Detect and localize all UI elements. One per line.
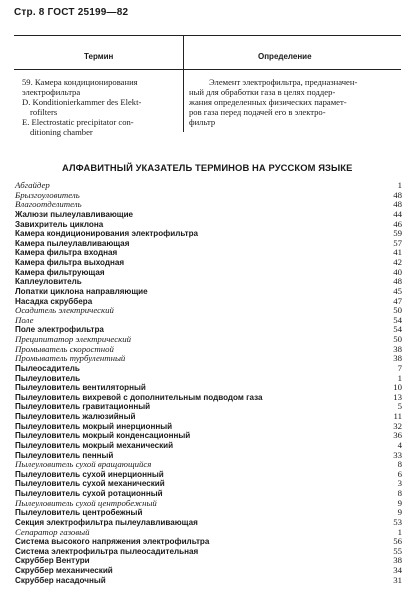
index-term: Насадка скруббера: [15, 296, 93, 306]
index-entry: [15, 268, 402, 278]
index-term-number: 44: [393, 208, 402, 219]
index-entry: [15, 499, 402, 509]
index-term: Пылеуловитель сухой инерционный: [15, 469, 164, 479]
index-entry: [15, 306, 402, 316]
index-term: Пылеуловитель мокрый механический: [15, 440, 174, 450]
index-term-number: 5: [397, 401, 402, 412]
index-term: Камера фильтрующая: [15, 267, 105, 277]
index-term-number: 47: [393, 295, 402, 306]
index-term-number: 54: [393, 314, 402, 325]
index-term-number: 11: [393, 411, 402, 421]
index-term: Пылеуловитель пенный: [15, 450, 114, 460]
index-entry: [15, 364, 402, 374]
index-term-number: 1: [397, 526, 402, 537]
index-term: Скруббер насадочный: [15, 575, 106, 585]
index-term-number: 9: [397, 497, 402, 508]
index-entry: [15, 508, 402, 518]
index-term: Поле электрофильтра: [15, 325, 104, 335]
table-header-rule: [14, 69, 401, 70]
term-line: E. Electrostatic precipitator con-: [22, 117, 134, 127]
index-term-number: 40: [393, 266, 402, 277]
index-term: Пылеуловитель сухой центробежный: [15, 497, 157, 508]
definition-cell: [189, 77, 357, 127]
index-term-number: 45: [393, 285, 402, 296]
term-line: 59. Камера кондиционирования: [22, 77, 138, 87]
index-term: Пылеуловитель сухой вращающийся: [15, 459, 152, 470]
index-entry: [15, 441, 402, 451]
index-term: Пылеуловитель вентиляторный: [15, 383, 146, 393]
page-header: Стр. 8 ГОСТ 25199—82: [14, 7, 129, 18]
index-entry: [15, 316, 402, 326]
index-term: Промыватель турбулентный: [15, 353, 126, 364]
definition-line: ный для обработки газа в целях поддер-: [189, 87, 336, 97]
index-term: Пылеуловитель жалюзийный: [15, 412, 136, 421]
index-entry: [15, 460, 402, 470]
index-term: Жалюзи пылеулавливающие: [15, 209, 134, 219]
index-term: Сепаратор газовый: [15, 526, 90, 537]
index-term-number: 1: [397, 180, 402, 190]
index-term: Пылеуловитель центробежный: [15, 508, 143, 518]
index-entry: [15, 422, 402, 432]
index-term-number: 38: [393, 353, 402, 364]
index-term-number: 32: [393, 420, 402, 431]
index-entry: [15, 220, 402, 230]
index-entry: [15, 287, 402, 297]
index-term-number: 4: [397, 439, 402, 450]
index-entry: [15, 229, 402, 239]
index-entry: [15, 431, 402, 441]
index-entry: [15, 402, 402, 412]
term-line: ditioning chamber: [30, 127, 93, 137]
index-entry: [15, 210, 402, 220]
index-entry: [15, 239, 402, 249]
index-term: Камера кондиционирования электрофильтра: [15, 229, 199, 239]
index-term-number: 57: [393, 237, 402, 248]
index-term: Камера фильтра выходная: [15, 258, 125, 267]
index-term-number: 8: [397, 459, 402, 470]
index-term: Пылеуловитель сухой ротационный: [15, 489, 163, 498]
index-term-number: 55: [393, 545, 402, 556]
index-term: Влагоотделитель: [15, 199, 82, 210]
index-term-number: 8: [397, 488, 402, 498]
definition-line: ров газа перед подачей его в электро-: [189, 107, 326, 117]
index-term-number: 53: [393, 516, 402, 527]
index-term: Пылеуловитель сухой механический: [15, 479, 165, 489]
index-list: [15, 181, 402, 585]
index-term: Пылеуловитель мокрый конденсационный: [15, 431, 191, 441]
index-entry: [15, 354, 402, 364]
index-term: Осадитель электрический: [15, 305, 114, 316]
index-entry: [15, 393, 402, 403]
index-term: Поле: [15, 314, 34, 325]
index-term-number: 6: [397, 468, 402, 479]
definition-line: жания определенных физических парамет-: [189, 97, 347, 107]
index-term: Пылеуловитель вихревой с дополнительным подводом газа: [15, 392, 263, 402]
index-entry: [15, 383, 402, 393]
index-title: АЛФАВИТНЫЙ УКАЗАТЕЛЬ ТЕРМИНОВ НА РУССКОМ ЯЗЫКЕ: [62, 162, 353, 173]
index-term-number: 48: [393, 276, 402, 287]
term-line: электрофильтра: [22, 87, 81, 97]
index-entry: [15, 258, 402, 268]
index-term-number: 33: [393, 449, 402, 460]
index-term: Пылеуловитель мокрый инерционный: [15, 421, 173, 431]
term-line: rofilters: [30, 107, 58, 117]
index-term: Система электрофильтра пылеосадительная: [15, 546, 199, 556]
index-entry: [15, 248, 402, 258]
index-term-number: 3: [397, 478, 402, 489]
term-line: D. Konditionierkammer des Elekt-: [22, 97, 142, 107]
index-entry: [15, 566, 402, 576]
column-header-term: Термин: [84, 52, 114, 61]
index-term: Каплеуловитель: [15, 277, 82, 287]
index-entry: [15, 547, 402, 557]
index-entry: [15, 528, 402, 538]
index-term-number: 48: [393, 199, 402, 210]
table-column-divider: [183, 35, 184, 132]
definition-line: фильтр: [189, 117, 216, 127]
index-term-number: 38: [393, 343, 402, 354]
index-term-number: 13: [393, 391, 402, 402]
index-term-number: 34: [393, 565, 402, 575]
index-entry: [15, 200, 402, 210]
index-term-number: 42: [393, 257, 402, 267]
index-term-number: 54: [393, 324, 402, 335]
index-term-number: 59: [393, 228, 402, 239]
index-term-number: 38: [393, 555, 402, 566]
index-term: Скруббер Вентури: [15, 556, 90, 566]
index-term: Камера фильтра входная: [15, 248, 118, 258]
index-term: Абгайдер: [15, 180, 50, 190]
table-top-rule: [14, 35, 401, 36]
index-term: Секция электрофильтра пылеулавливающая: [15, 517, 198, 527]
index-term-number: 7: [397, 362, 402, 373]
index-term-number: 36: [393, 430, 402, 441]
column-header-definition: Определение: [258, 52, 312, 61]
index-term-number: 46: [393, 218, 402, 229]
index-term-number: 9: [397, 507, 402, 518]
index-term: Скруббер механический: [15, 566, 113, 575]
index-term: Завихритель циклона: [15, 219, 104, 229]
index-term-number: 31: [393, 574, 402, 585]
index-term-number: 48: [393, 189, 402, 200]
index-term: Брызгоуловитель: [15, 189, 80, 200]
index-entry: [15, 537, 402, 547]
index-entry: [15, 412, 402, 422]
index-term-number: 1: [397, 372, 402, 383]
index-entry: [15, 556, 402, 566]
index-term: Камера пылеулавливающая: [15, 238, 130, 248]
index-entry: [15, 479, 402, 489]
index-term: Пылеуловитель гравитационный: [15, 402, 151, 412]
index-term: Пылеуловитель: [15, 373, 81, 383]
index-term: Система высокого напряжения электрофильтра: [15, 537, 210, 547]
index-term-number: 56: [393, 536, 402, 547]
index-entry: [15, 470, 402, 480]
index-term-number: 50: [393, 305, 402, 316]
index-entry: [15, 576, 402, 586]
index-entry: [15, 374, 402, 384]
index-term: Преципитатор электрический: [15, 334, 132, 344]
index-term: Лопатки циклона направляющие: [15, 286, 148, 296]
definition-line: Элемент электрофильтра, предназначен-: [209, 77, 358, 87]
index-entry: [15, 277, 402, 287]
index-term: Пылеосадитель: [15, 363, 80, 373]
term-cell: [22, 77, 141, 137]
index-term-number: 41: [393, 247, 402, 258]
index-term-number: 10: [393, 382, 402, 393]
index-term-number: 50: [393, 334, 402, 344]
index-term: Промыватель скоростной: [15, 343, 114, 354]
